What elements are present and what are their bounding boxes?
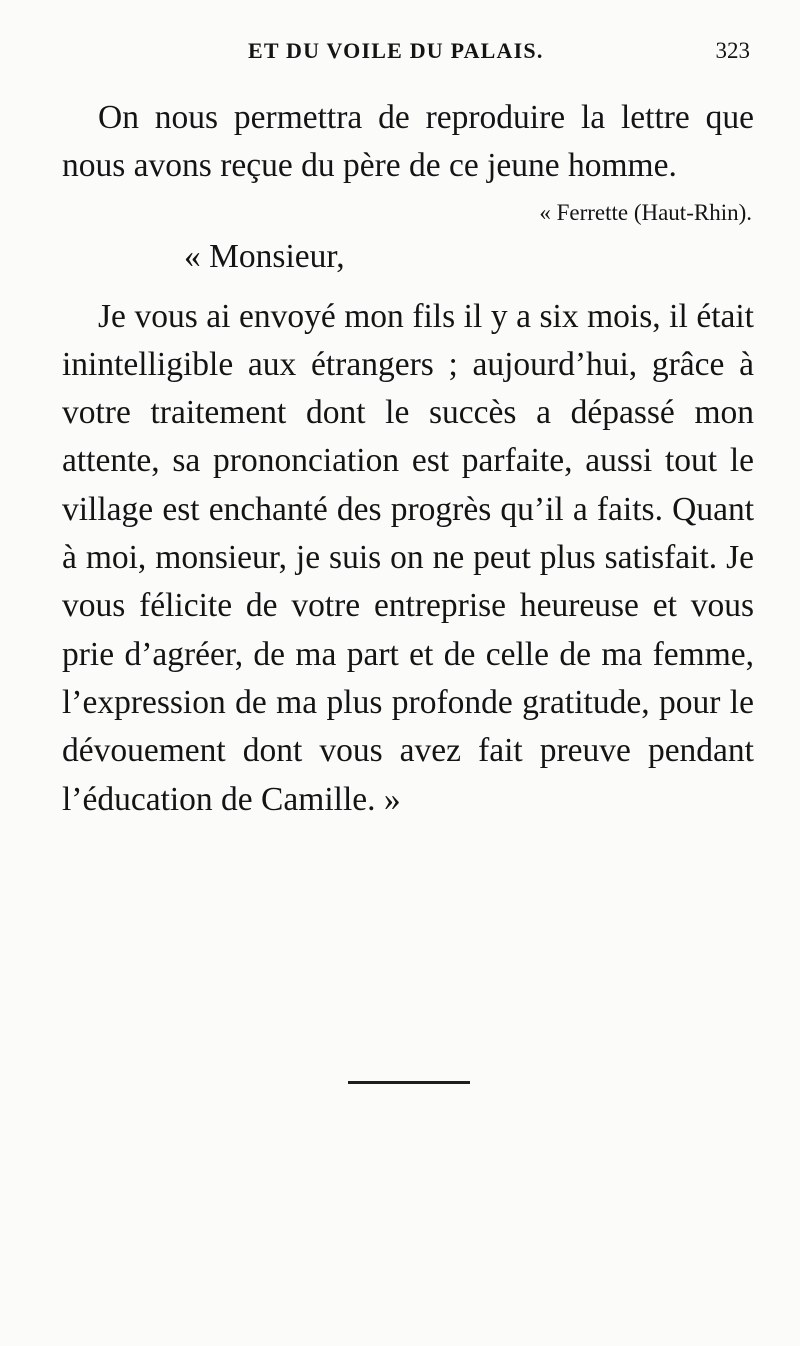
page-number: 323 [715, 38, 750, 63]
section-divider-rule [348, 1081, 470, 1084]
running-title: ET DU VOILE DU PALAIS. [248, 38, 544, 63]
letter-salutation: « Monsieur, [184, 237, 345, 275]
page-header [0, 38, 800, 68]
page-body [62, 94, 754, 824]
letter-place-line: « Ferrette (Haut-Rhin). [539, 199, 752, 225]
letter-paragraph: Je vous ai envoyé mon fils il y a six mois, il était inintelligible aux étrangers ; aujourd’hui, grâce à votre traitement dont le succès a dépassé mon attente, sa prononciation est parfaite, aussi tout le village est enchanté des progrès qu’il a faits. Quant à moi, monsieur, je suis on ne peut plus satisfait. Je vous félicite de votre entreprise heureuse et vous prie d’agréer, de ma part et de celle de ma femme, l’expression de ma plus profonde gratitude, pour le dévouement dont vous avez fait preuve pendant l’éducation de Camille. » [62, 297, 754, 818]
intro-paragraph: On nous permettra de reproduire la lettre que nous avons reçue du père de ce jeune homme. [62, 99, 754, 185]
